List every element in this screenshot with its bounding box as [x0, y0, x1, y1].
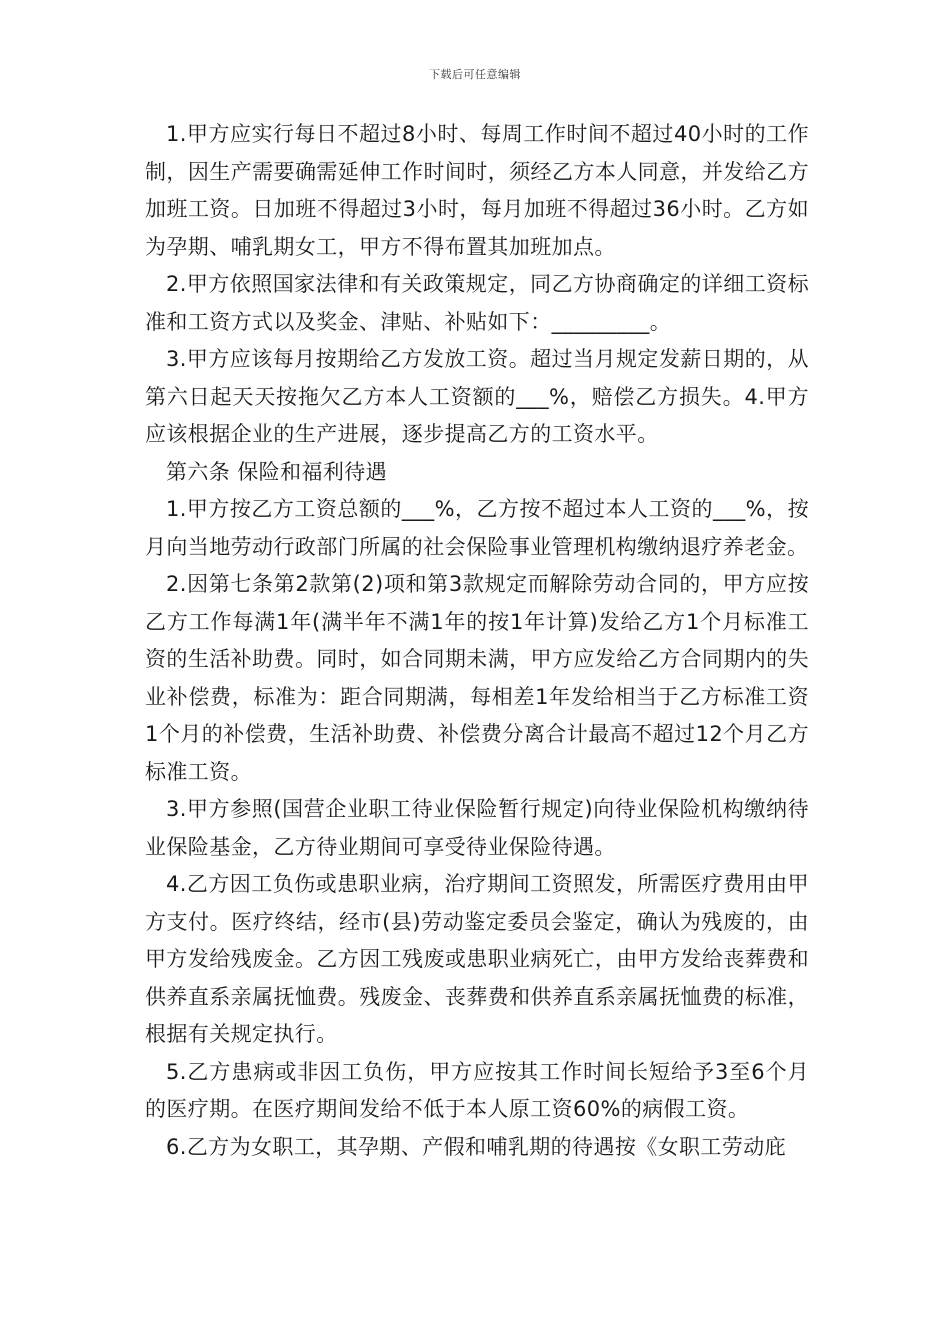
paragraph-wage-payment: 3.甲方应该每月按期给乙方发放工资。超过当月规定发薪日期的，从第六日起天天按拖欠乙方本人工资额的___%，赔偿乙方损失。4.甲方应该根据企业的生产进展，逐步提高乙方的工资水平。: [145, 347, 809, 446]
paragraph-female-worker: 6.乙方为女职工，其孕期、产假和哺乳期的待遇按《女职工劳动庇: [166, 1134, 787, 1159]
paragraph-subsidy: 2.因第七条第2款第(2)项和第3款规定而解除劳动合同的，甲方应按乙方工作每满1年(满半年不满1年的按1年计算)发给乙方1个月标准工资的生活补助费。同时，如合同期未满，甲方应发给乙方合同期内的失业补偿费，标准为：距合同期满，每相差1年发给相当于乙方标准工资1个月的补偿费，生活补助费、补偿费分离合计最高不超过12个月乙方标准工资。: [145, 572, 809, 784]
paragraph-unemployment-insurance: 3.甲方参照(国营企业职工待业保险暂行规定)向待业保险机构缴纳待业保险基金，乙方待业期间可享受待业保险待遇。: [145, 797, 809, 859]
paragraph-working-hours: 1.甲方应实行每日不超过8小时、每周工作时间不超过40小时的工作制，因生产需要确需延伸工作时间时，须经乙方本人同意，并发给乙方加班工资。日加班不得超过3小时，每月加班不得超过36小时。乙方如为孕期、哺乳期女工，甲方不得布置其加班加点。: [145, 122, 809, 259]
paragraph-work-injury: 4.乙方因工负伤或患职业病，治疗期间工资照发，所需医疗费用由甲方支付。医疗终结，经市(县)劳动鉴定委员会鉴定，确认为残废的，由甲方发给残废金。乙方因工残废或患职业病死亡，由甲方发给丧葬费和供养直系亲属抚恤费。残废金、丧葬费和供养直系亲属抚恤费的标准，根据有关规定执行。: [145, 872, 809, 1046]
paragraph-pension: 1.甲方按乙方工资总额的___%，乙方按不超过本人工资的___%，按月向当地劳动行政部门所属的社会保险事业管理机构缴纳退疗养老金。: [145, 497, 809, 559]
section-heading-insurance-welfare: 第六条 保险和福利待遇: [166, 459, 388, 484]
paragraph-sick-leave: 5.乙方患病或非因工负伤，甲方应按其工作时间长短给予3至6个月的医疗期。在医疗期间发给不低于本人原工资60%的病假工资。: [145, 1059, 809, 1121]
paragraph-wage-standard: 2.甲方依照国家法律和有关政策规定，同乙方协商确定的详细工资标准和工资方式以及奖金、津贴、补贴如下：_________。: [145, 272, 809, 334]
page-header: 下载后可任意编辑: [429, 68, 521, 81]
document-body: [145, 116, 809, 1166]
